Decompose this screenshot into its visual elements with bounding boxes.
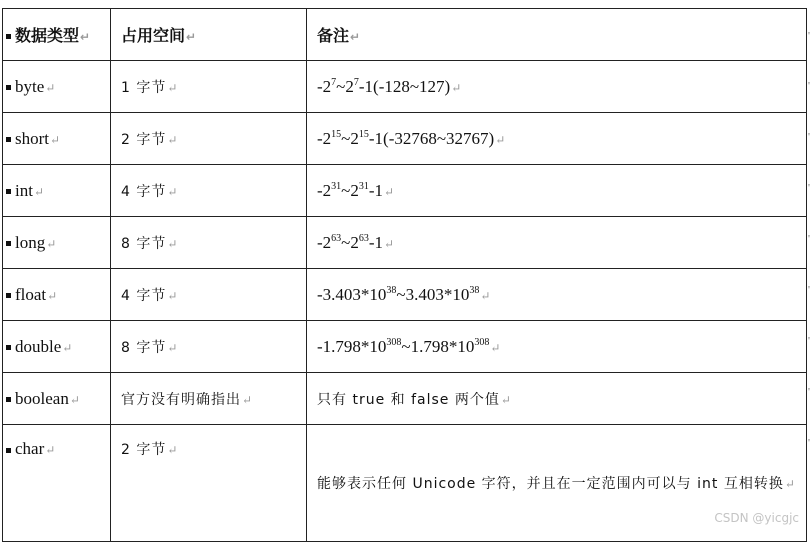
row-end-mark: ' [808,182,810,194]
type-cell [3,321,111,373]
size-value: 4 字节 [121,287,167,304]
note-cell [307,373,807,425]
table-header-row [3,9,807,61]
note-part: -1 [368,232,384,252]
note-text: 只有 true 和 false 两个值 [317,391,500,408]
note-exponent: 38 [469,284,480,296]
size-value: 1 字节 [121,79,167,96]
note-cell [307,217,807,269]
paragraph-mark-icon: ↵ [500,392,511,407]
note-text: 能够表示任何 Unicode 字符，并且在一定范围内可以与 int 互相转换 [317,475,784,492]
note-cell [307,321,807,373]
note-part: ~3.403*10 [396,284,470,304]
note-exponent: 308 [474,336,490,348]
size-cell [111,373,307,425]
paragraph-mark-icon: ↵ [69,392,80,407]
type-cell [3,269,111,321]
note-cell [307,61,807,113]
size-cell [111,269,307,321]
table-row [3,373,807,425]
row-end-mark: ' [808,335,810,347]
table-row [3,269,807,321]
paragraph-mark-icon: ↵ [167,288,178,303]
note-cell [307,165,807,217]
bullet-icon [6,137,11,142]
note-exponent: 7 [353,76,359,88]
paragraph-mark-icon: ↵ [350,30,361,44]
size-cell [111,425,307,542]
note-exponent: 308 [386,336,402,348]
note-cell [307,269,807,321]
bullet-icon [6,241,11,246]
paragraph-mark-icon: ↵ [50,132,61,147]
table-row [3,61,807,113]
size-cell [111,321,307,373]
paragraph-mark-icon: ↵ [384,236,395,251]
type-name: boolean [15,388,69,408]
row-end-mark: ' [808,233,810,245]
type-cell [3,113,111,165]
paragraph-mark-icon: ↵ [46,236,57,251]
header-note-cell [307,9,807,61]
type-name: int [15,180,33,200]
bullet-icon [6,345,11,350]
paragraph-mark-icon: ↵ [33,184,45,199]
type-name: double [15,336,62,356]
bullet-icon [6,189,11,194]
type-name: float [15,284,47,304]
paragraph-mark-icon: ↵ [451,80,462,95]
note-part: ~2 [341,180,359,200]
paragraph-mark-icon: ↵ [242,392,253,407]
paragraph-mark-icon: ↵ [167,340,178,355]
note-part: ~2 [336,76,354,96]
size-value: 8 字节 [121,235,167,252]
paragraph-mark-icon: ↵ [47,288,58,303]
header-type: 数据类型 [15,26,80,45]
paragraph-mark-icon: ↵ [167,80,178,95]
size-value: 官方没有明确指出 [121,391,241,408]
paragraph-mark-icon: ↵ [167,236,178,251]
size-value: 2 字节 [121,442,167,458]
note-part: -2 [317,76,332,96]
table-row [3,113,807,165]
type-cell [3,61,111,113]
header-size-cell [111,9,307,61]
type-cell [3,165,111,217]
table-row [3,425,807,542]
paragraph-mark-icon: ↵ [186,30,197,44]
table-row [3,165,807,217]
paragraph-mark-icon: ↵ [167,443,178,457]
note-part: -2 [317,180,332,200]
note-exponent: 31 [331,180,342,192]
paragraph-mark-icon: ↵ [45,443,56,457]
size-cell [111,61,307,113]
paragraph-mark-icon: ↵ [384,184,395,199]
note-exponent: 15 [331,128,342,140]
bullet-icon [6,293,11,298]
header-size: 占用空间 [121,26,186,45]
bullet-icon [6,448,11,453]
note-part: -1.798*10 [317,336,387,356]
table-row [3,217,807,269]
paragraph-mark-icon: ↵ [784,476,795,491]
data-types-table [2,8,807,542]
header-note: 备注 [317,26,350,45]
type-cell [3,217,111,269]
note-exponent: 15 [358,128,369,140]
note-part: -3.403*10 [317,284,387,304]
bullet-icon [6,34,11,39]
paragraph-mark-icon: ↵ [45,80,56,95]
paragraph-mark-icon: ↵ [80,30,91,44]
paragraph-mark-icon: ↵ [495,132,506,147]
note-part: ~2 [341,232,359,252]
size-value: 8 字节 [121,339,167,356]
note-exponent: 63 [331,232,342,244]
watermark: CSDN @yicgjc [714,511,799,525]
note-cell [307,113,807,165]
paragraph-mark-icon: ↵ [480,288,491,303]
note-part: ~1.798*10 [401,336,475,356]
note-part: ~2 [341,128,359,148]
type-name: byte [15,76,45,96]
row-end-mark: ' [808,80,810,92]
note-exponent: 38 [386,284,397,296]
row-end-mark: ' [808,284,810,296]
header-type-cell [3,9,111,61]
type-name: char [15,439,45,458]
size-cell [111,113,307,165]
note-exponent: 63 [358,232,369,244]
size-value: 4 字节 [121,183,167,200]
type-name: long [15,232,46,252]
note-part: -1(-32768~32767) [368,128,495,148]
row-end-mark: ' [808,386,810,398]
note-part: -2 [317,232,332,252]
size-cell [111,217,307,269]
paragraph-mark-icon: ↵ [167,184,178,199]
paragraph-mark-icon: ↵ [167,132,178,147]
row-end-mark: ' [808,131,810,143]
table-row [3,321,807,373]
note-part: -1(-128~127) [358,76,451,96]
paragraph-mark-icon: ↵ [62,340,73,355]
size-value: 2 字节 [121,131,167,148]
note-exponent: 7 [331,76,337,88]
row-end-mark: ' [808,30,810,42]
note-part: -1 [368,180,384,200]
bullet-icon [6,397,11,402]
type-name: short [15,128,49,148]
note-part: -2 [317,128,332,148]
type-cell [3,373,111,425]
note-exponent: 31 [358,180,369,192]
size-cell [111,165,307,217]
bullet-icon [6,85,11,90]
paragraph-mark-icon: ↵ [490,340,501,355]
type-cell [3,425,111,542]
row-end-mark: ' [808,437,810,449]
